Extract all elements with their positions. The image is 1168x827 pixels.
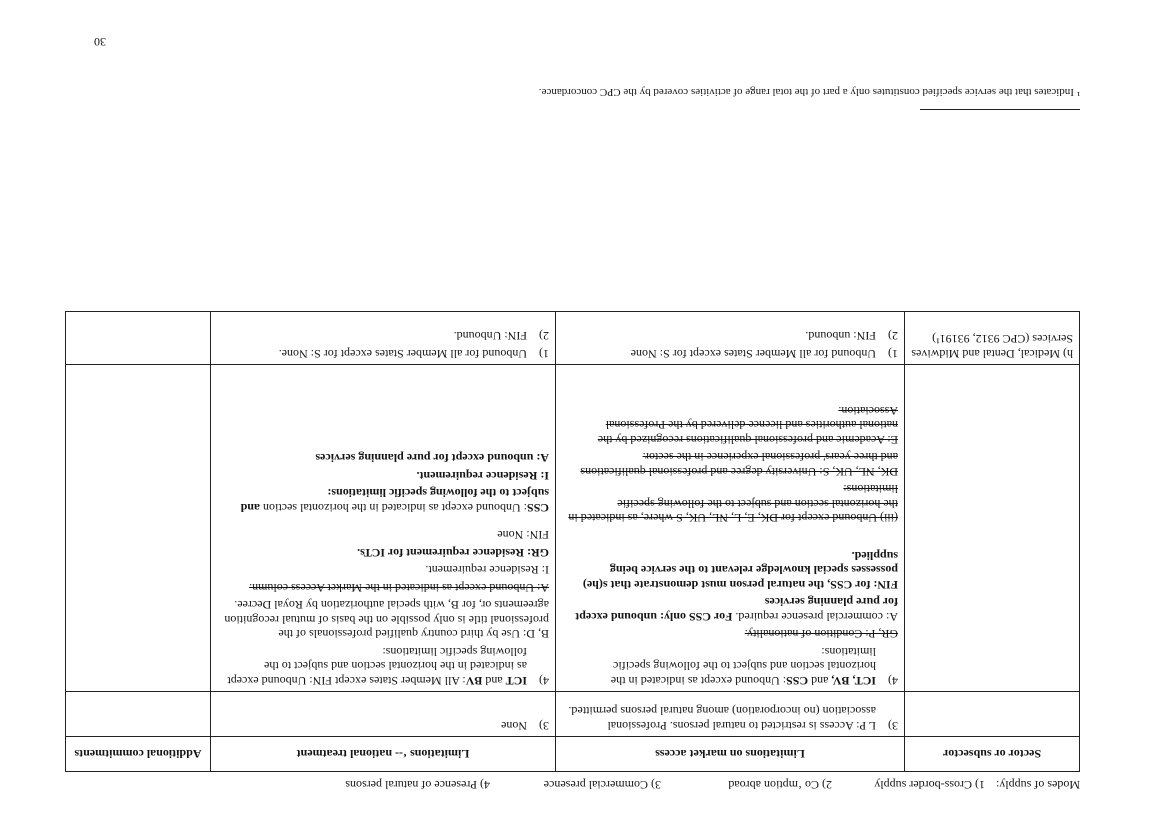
mode-1: 1) Cross-border supply	[874, 778, 985, 792]
entry-text: None	[501, 719, 527, 733]
market-access-cell	[556, 312, 905, 365]
footnote: ¹ Indicates that the service specified constitutes only a part of the total range of activities covered by the CPC concordance.	[538, 86, 1080, 98]
header-market-access: Limitations on market access	[556, 737, 905, 772]
entry-number: 2)	[539, 329, 549, 344]
header-sector: Sector or subsector	[905, 737, 1080, 772]
limitation-i: I: Residence requirement.	[425, 563, 549, 578]
additional-cell	[66, 365, 211, 692]
additional-cell	[66, 692, 211, 737]
table-row	[66, 365, 1080, 692]
entry-text: ICT, BV, and CSS: Unbound except as indicated in the horizontal section and subject to the following specific limitations:	[610, 645, 876, 688]
limitation-iii: (iii) Unbound except for DK, E, L, NL, UK, S where, as indicated in the horizontal section and subject to the following specific limitations:	[568, 482, 898, 526]
entry-text: ICT and BV: All Member States except FIN: Unbound except as indicated in the horizontal section and subject to the following specific limitations:	[227, 645, 527, 688]
entry-text: FIN: unbound.	[805, 329, 876, 344]
table-row	[66, 692, 1080, 737]
limitation-gr: GR: Residence requirement for ICTs.	[357, 546, 549, 560]
limitation-fin: FIN: for CSS, the natural person must demonstrate that s(he) possesses special knowledge relevant to the service being supplied.	[582, 549, 898, 592]
limitation-b-d: B, D: Use by third country qualified professionals of the professional title is only possible on the basis of mutual recognition agreements or, for B, with special authorization by Royal Decree.	[224, 598, 549, 642]
limitation-i-residence: I: Residence requirement.	[416, 469, 549, 483]
sector-cell	[905, 692, 1080, 737]
limitation-css: CSS: Unbound except as indicated in the horizontal section and subject to the following specific limitations:	[240, 486, 549, 515]
modes-of-supply	[80, 778, 1080, 793]
additional-cell	[66, 312, 211, 365]
national-treatment-cell	[211, 312, 556, 365]
national-treatment-cell	[211, 365, 556, 692]
page-number: 30	[94, 35, 106, 49]
limitation-gr-p: GR, P: Condition of nationality.	[744, 627, 898, 642]
limitation-a: A: Unbound except as indicated in the Market Access column.	[249, 581, 549, 595]
entry-text: Unbound for all Member States except for S: None	[630, 347, 876, 361]
limitation-a-planning: A: unbound except for pure planning services	[315, 451, 549, 466]
limitation-dk-nl-uk-s: DK, NL, UK, S: University degree and professional qualifications and three years' professional experience in the sector.	[580, 450, 898, 479]
entry-number: 3)	[888, 719, 898, 733]
schedule-table	[65, 311, 1080, 772]
header-row	[66, 737, 1080, 772]
sector-cell: h) Medical, Dental and Midwives Services (CPC 9312, 93191¹)	[905, 312, 1080, 365]
header-additional-commitments: Additional commitments	[66, 737, 211, 772]
modes-label: Modes of supply:	[996, 778, 1080, 792]
market-access-cell	[556, 365, 905, 692]
mode-4: 4) Presence of natural persons	[345, 778, 490, 792]
national-treatment-cell	[211, 692, 556, 737]
footnote-divider	[920, 109, 1080, 110]
entry-text: Unbound for all Member States except for S: None.	[278, 347, 527, 361]
entry-text: L P: Access is restricted to natural persons. Professional association (no incorporation) among natural persons permitted.	[568, 704, 876, 733]
entry-number: 4)	[539, 674, 549, 688]
table-row	[66, 312, 1080, 365]
entry-text: FIN: Unbound.	[453, 329, 527, 344]
header-national-treatment: Limitations ‘‐‐ national treatment	[211, 737, 556, 772]
limitation-a: A: commercial presence required. For CSS only: unbound except for pure planning services	[575, 595, 898, 624]
limitation-fin: FIN: None	[497, 528, 549, 543]
entry-number: 3)	[539, 719, 549, 733]
mode-2: 2) Co ‘mption abroad	[728, 778, 832, 792]
sector-cell	[905, 365, 1080, 692]
entry-number: 1)	[539, 347, 549, 361]
market-access-cell	[556, 692, 905, 737]
entry-number: 2)	[888, 329, 898, 344]
entry-number: 1)	[888, 347, 898, 361]
limitation-e: E: Academic and professional qualifications recognized by the national authorities and licence delivered by the Professional Association.	[597, 404, 898, 447]
mode-3: 3) Commercial presence	[543, 778, 661, 792]
entry-number: 4)	[888, 674, 898, 688]
